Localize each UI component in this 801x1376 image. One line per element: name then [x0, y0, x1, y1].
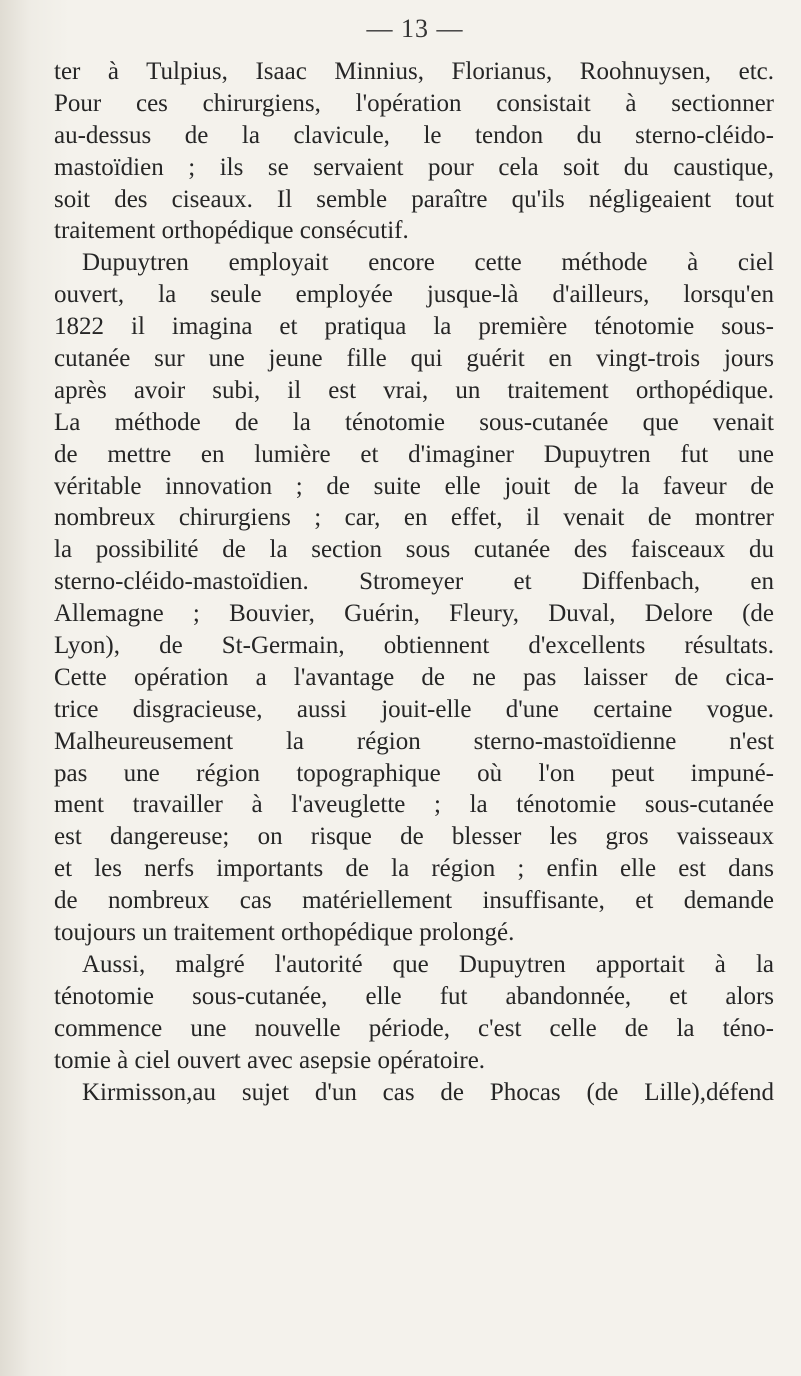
text-line: de nombreux cas matériellement insuffisante, et demande: [54, 887, 774, 915]
text-line: toujours un traitement orthopédique prolongé.: [54, 919, 515, 947]
page-number: — 13 —: [366, 14, 464, 43]
text-line: de mettre en lumière et d'imaginer Dupuytren fut une: [54, 440, 774, 468]
text-line: sterno-cléido-mastoïdien. Stromeyer et Diffenbach, en: [54, 568, 774, 596]
text-line: trice disgracieuse, aussi jouit-elle d'une certaine vogue.: [54, 695, 774, 723]
text-line: 1822 il imagina et pratiqua la première ténotomie sous-: [54, 313, 774, 341]
text-line: Malheureusement la région sterno-mastoïdienne n'est: [54, 727, 774, 755]
text-line: la possibilité de la section sous cutanée des faisceaux du: [54, 536, 774, 564]
paragraph: [54, 247, 774, 949]
text-line: et les nerfs importants de la région ; enfin elle est dans: [54, 855, 774, 883]
text-line: au-dessus de la clavicule, le tendon du sterno-cléido-: [54, 121, 774, 149]
text-line: Kirmisson,au sujet d'un cas de Phocas (de Lille),défend: [82, 1078, 774, 1106]
text-line: pas une région topographique où l'on peut impuné-: [54, 759, 774, 787]
text-line: soit des ciseaux. Il semble paraître qu'ils négligeaient tout: [54, 185, 774, 213]
text-line: ter à Tulpius, Isaac Minnius, Florianus, Roohnuysen, etc.: [54, 58, 774, 85]
text-line: Lyon), de St-Germain, obtiennent d'excellents résultats.: [54, 632, 774, 660]
body-text: [54, 56, 774, 1108]
paragraph: [54, 56, 774, 247]
text-line: Aussi, malgré l'autorité que Dupuytren apportait à la: [82, 950, 774, 978]
text-line: Cette opération a l'avantage de ne pas laisser de cica-: [54, 663, 774, 691]
text-line: est dangereuse; on risque de blesser les gros vaisseaux: [54, 823, 774, 851]
paragraph: [54, 949, 774, 1108]
text-line: mastoïdien ; ils se servaient pour cela soit du caustique,: [54, 153, 774, 181]
text-line: ténotomie sous-cutanée, elle fut abandonnée, et alors: [54, 982, 774, 1010]
text-line: ment travailler à l'aveuglette ; la ténotomie sous-cutanée: [54, 791, 774, 819]
text-line: après avoir subi, il est vrai, un traitement orthopédique.: [54, 376, 774, 404]
text-line: Dupuytren employait encore cette méthode à ciel: [82, 249, 774, 277]
text-line: cutanée sur une jeune fille qui guérit en vingt-trois jours: [54, 345, 774, 373]
text-line: La méthode de la ténotomie sous-cutanée que venait: [54, 408, 774, 436]
text-line: Pour ces chirurgiens, l'opération consistait à sectionner: [54, 89, 774, 117]
text-line: traitement orthopédique consécutif.: [54, 217, 409, 245]
text-line: véritable innovation ; de suite elle jouit de la faveur de: [54, 472, 774, 500]
text-line: ouvert, la seule employée jusque-là d'ailleurs, lorsqu'en: [54, 281, 774, 309]
text-line: Allemagne ; Bouvier, Guérin, Fleury, Duval, Delore (de: [54, 600, 774, 628]
text-line: tomie à ciel ouvert avec asepsie opératoire.: [54, 1046, 486, 1074]
text-line: commence une nouvelle période, c'est celle de la téno-: [54, 1014, 774, 1042]
text-line: nombreux chirurgiens ; car, en effet, il venait de montrer: [54, 504, 774, 532]
